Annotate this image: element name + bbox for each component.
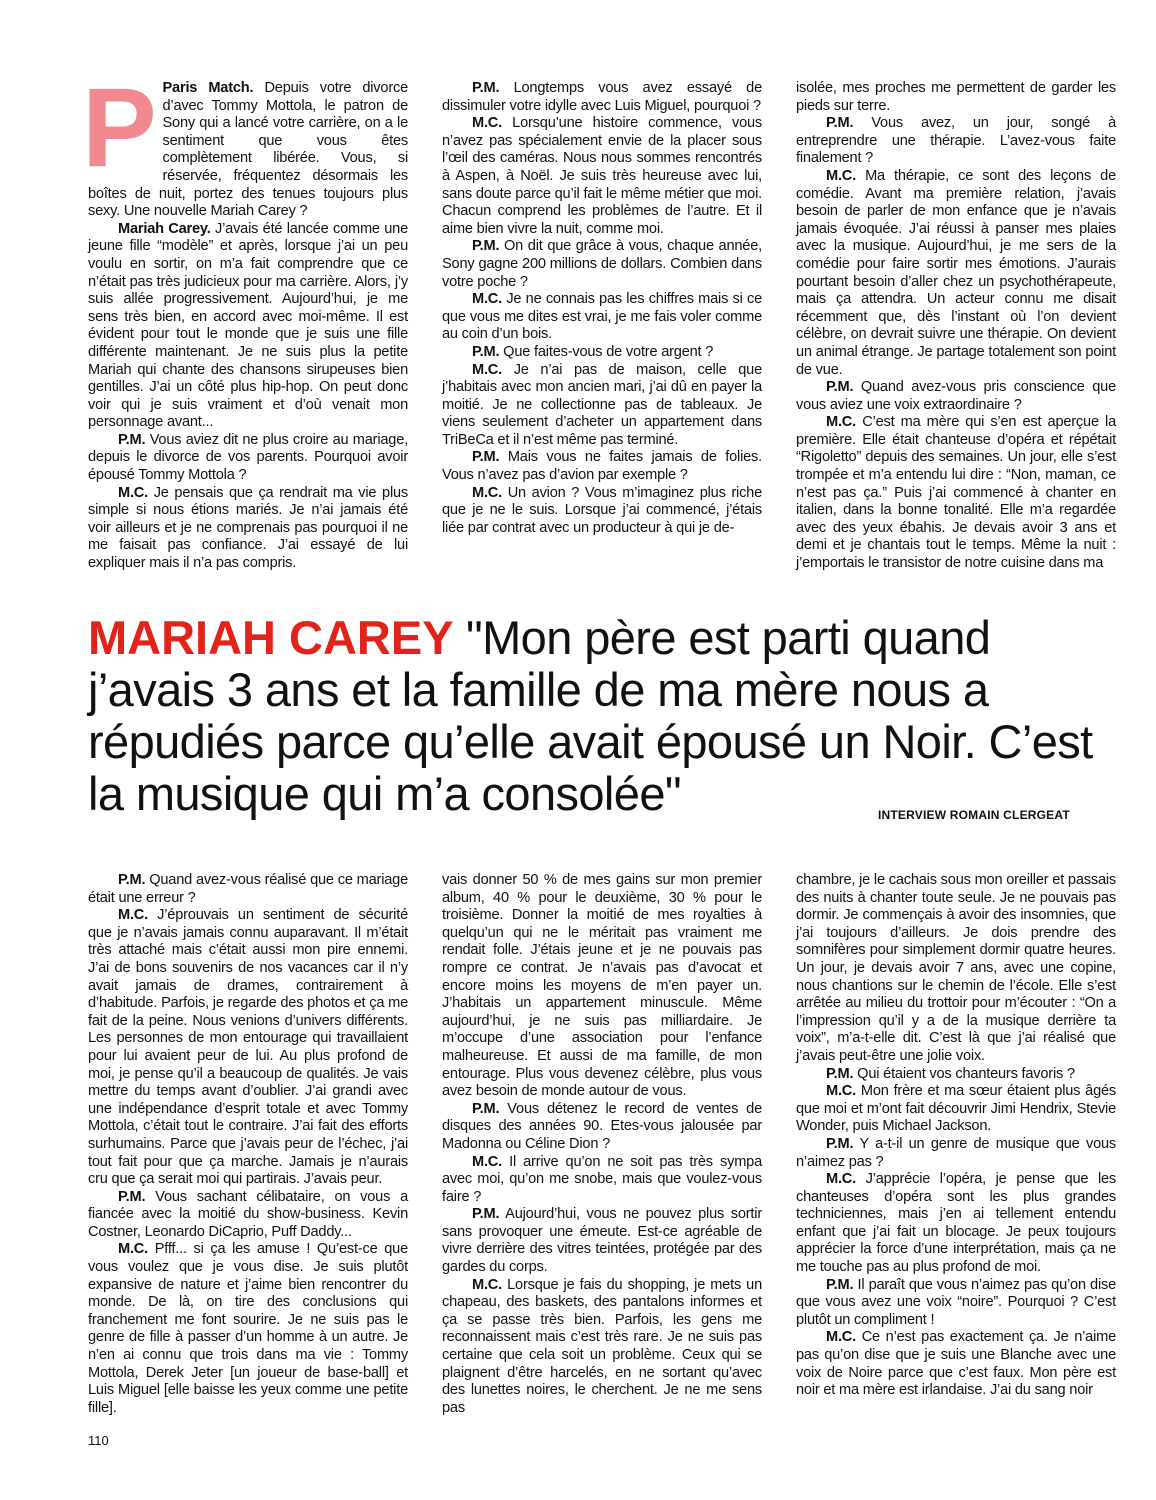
paragraph xyxy=(442,1277,762,1418)
paragraph xyxy=(796,414,1116,572)
speaker-label: P.M. xyxy=(118,872,146,888)
bottom-columns xyxy=(88,872,1116,1417)
speaker-label: M.C. xyxy=(472,1276,503,1293)
speaker-label: M.C. xyxy=(472,115,503,132)
speaker-label: P.M. xyxy=(826,1276,854,1293)
paragraph xyxy=(796,1329,1116,1399)
speaker-label: P.M. xyxy=(118,1188,146,1205)
paragraph xyxy=(442,115,762,238)
paragraph-text: Il paraît que vous n’aimez pas qu’on dise que vous avez une voix “noire”. Pourquoi ? C’est plutôt un compliment ! xyxy=(796,1276,1116,1328)
paragraph-text: Mais vous ne faites jamais de folies. Vous n’avez pas d’avion par exemple ? xyxy=(442,449,762,484)
paragraph-text: Qui étaient vos chanteurs favoris ? xyxy=(853,1065,1075,1082)
paragraph xyxy=(796,1277,1116,1330)
paragraph-text: On dit que grâce à vous, chaque année, Sony gagne 200 millions de dollars. Combien dans votre poche ? xyxy=(442,238,762,290)
column xyxy=(82,65,408,573)
speaker-label: M.C. xyxy=(118,484,149,501)
paragraph xyxy=(796,168,1116,379)
headline-name: MARIAH CAREY xyxy=(88,611,454,664)
column xyxy=(442,872,762,1417)
paragraph xyxy=(796,80,1116,115)
speaker-label: Mariah Carey. xyxy=(118,220,211,237)
paragraph-text: J’éprouvais un sentiment de sécurité que je n’avais jamais connu auparavant. Il m’était très attaché mais c’était aussi mon pire ennemi. J’ai de bons souvenirs de nos vacances car il n’y avait jamais de drames, contrairement à d’habitude. Parfois, je regarde des photos et ça me fait de la peine. Nous venions d’univers différents. Les personnes de mon entourage qui travaillaient pour lui avaient peur de lui. Au plus profond de moi, je pense qu’il a beaucoup de qualités. Je vais mettre du temps avant d’oublier. J’ai grandi avec une indépendance d’esprit totale et avec Tommy Mottola, c’était tout le contraire. J’ai fait des efforts surhumains. Parce que j’avais peur de l’échec, j’ai tout fait pour que ça marche. Jamais je n’aurais cru que ça serait moi qui partirais. J’avais peur. xyxy=(88,907,408,1188)
paragraph-text: Ce n’est pas exactement ça. Je n’aime pas qu’on dise que je suis une Blanche avec une voix de Noire parce que c’est faux. Mon père est noir et ma mère est irlandaise. J’ai du sang noir xyxy=(796,1329,1116,1399)
paragraph xyxy=(796,115,1116,168)
paragraph xyxy=(88,432,408,485)
paragraph xyxy=(442,80,762,115)
paragraph-text: Lorsque je fais du shopping, je mets un chapeau, des baskets, des pantalons informes et ça se passe très bien. Parfois, les gens me reconnaissent mais c’est très rare. Je ne suis pas certaine que cela soit un problème. Ceux qui se plaignent d’être harcelés, en ne sortant qu’avec des lunettes noires, le cherchent. Je ne me sens pas xyxy=(442,1276,762,1416)
speaker-label: M.C. xyxy=(472,361,503,378)
paragraph xyxy=(88,872,408,907)
paragraph xyxy=(442,1206,762,1276)
paragraph xyxy=(88,485,408,573)
paragraph xyxy=(442,449,762,484)
paragraph xyxy=(88,907,408,1189)
paragraph xyxy=(796,379,1116,414)
drop-cap: P xyxy=(82,65,157,190)
speaker-label: M.C. xyxy=(826,1083,857,1100)
paragraph-text: Longtemps vous avez essayé de dissimuler votre idylle avec Luis Miguel, pourquoi ? xyxy=(442,80,762,114)
paragraph xyxy=(442,238,762,291)
speaker-label: P.M. xyxy=(472,343,500,360)
top-columns xyxy=(82,65,1116,573)
speaker-label: M.C. xyxy=(472,1153,503,1170)
speaker-label: M.C. xyxy=(472,291,503,308)
speaker-label: M.C. xyxy=(826,1171,857,1188)
paragraph xyxy=(442,291,762,344)
paragraph-text: C’est ma mère qui s’en est aperçue la première. Elle était chanteuse d’opéra et répétait “Rigoletto” depuis des semaines. Un jour, elle s’est trompée et m’a entendu lui dire : “Non, maman, ce n’est pas ça.” Puis j’ai commencé à chanter en italien, dans la bonne tonalité. Elle m’a regardée avec des yeux ébahis. Je devais avoir 3 ans et demi et je chantais tout le temps. Même la nuit : j’emportais le transistor de notre cuisine dans ma xyxy=(796,414,1116,572)
paragraph xyxy=(796,1136,1116,1171)
paragraph-text: Vous aviez dit ne plus croire au mariage, depuis le divorce de vos parents. Pourquoi avoir épousé Tommy Mottola ? xyxy=(88,431,408,484)
paragraph-text: Ma thérapie, ce sont des leçons de comédie. Avant ma première relation, j’avais besoin de parler de mon enfance que je n’avais jamais évoquée. J’ai réussi à panser mes plaies avec la musique. Aujourd’hui, je me sers de la comédie pour faire sortir mes émotions. J’aurais pourtant besoin d’aller chez un psychothérapeute, mais ça attendra. Un acteur connu me disait récemment que, dès l’instant où l’on devient célèbre, on devrait suivre une thérapie. On devient un animal étrange. Je partage totalement son point de vue. xyxy=(796,167,1116,378)
paragraph-text: Pfff... si ça les amuse ! Qu’est-ce que vous voulez que je vous dise. Je suis plutôt expansive de nature et j’aime bien rencontrer du monde. De là, on tire des conclusions qui franchement me font sourire. Je ne suis pas le genre de fille à passer d’un homme à un autre. Je n’en ai connu que trois dans ma vie : Tommy Mottola, Derek Jeter [un joueur de base-ball] et Luis Miguel [elle baisse les yeux comme une petite fille]. xyxy=(88,1241,408,1416)
paragraph xyxy=(88,1189,408,1242)
paragraph-text: J’avais été lancée comme une jeune fille “modèle” et après, lorsque j’ai un peu voulu en sortir, on m’a fait comprendre que ce n’était pas très judicieux pour ma carrière. Alors, j’y suis allée progressivement. Aujourd’hui, je me sens très bien, en accord avec moi-même. Il est évident pour tout le monde que je suis une fille différente maintenant. Je ne suis plus la petite Mariah qui chante des chansons sirupeuses bien gentilles. J’ai un côté plus hip-hop. On peut donc voir qui je suis vraiment et d’où venait mon personnage avant... xyxy=(88,220,408,431)
speaker-label: P.M. xyxy=(826,1065,854,1082)
paragraph-text: Je ne connais pas les chiffres mais si ce que vous me dites est vrai, je me fais voler comme au coin d’un bois. xyxy=(442,291,762,343)
paragraph xyxy=(796,1083,1116,1136)
paragraph-text: Un avion ? Vous m’imaginez plus riche que je ne le suis. Lorsque j’ai commencé, j’étais liée par contrat avec un producteur à qui je de- xyxy=(442,484,762,536)
speaker-label: M.C. xyxy=(118,907,149,924)
byline: INTERVIEW ROMAIN CLERGEAT xyxy=(878,808,1070,822)
column xyxy=(88,872,408,1417)
paragraph xyxy=(442,1154,762,1207)
speaker-label: M.C. xyxy=(826,167,857,184)
paragraph xyxy=(442,362,762,450)
speaker-label: P.M. xyxy=(826,1135,854,1152)
column xyxy=(442,80,762,573)
paragraph xyxy=(88,221,408,432)
paragraph-text: Vous détenez le record de ventes de disques des années 90. Etes-vous jalousée par Madonna ou Céline Dion ? xyxy=(442,1100,762,1152)
paragraph-text: Depuis votre divorce d’avec Tommy Mottola, le patron de Sony qui a lancé votre carrière, on a le sentiment que vous êtes complètement libérée. Vous, si réservée, fréquentez désormais les boîtes de nuit, portez des tenues toujours plus sexy. Une nouvelle Mariah Carey ? xyxy=(88,80,408,220)
speaker-label: P.M. xyxy=(472,238,500,255)
column xyxy=(796,80,1116,573)
headline xyxy=(88,612,1118,820)
paragraph-text: Lorsqu’une histoire commence, vous n’avez pas spécialement envie de la placer sous l’œil des caméras. Nous nous sommes rencontrés à Aspen, à Noël. Je suis très heureuse avec lui, sans doute parce qu’il fait le même métier que moi. Chacun comprend les problèmes de l’autre. Et il aime bien vivre la nuit, comme moi. xyxy=(442,115,762,237)
paragraph-text: isolée, mes proches me permettent de garder les pieds sur terre. xyxy=(796,80,1116,114)
page-number: 110 xyxy=(88,1433,109,1448)
paragraph-text: Il arrive qu’on ne soit pas très sympa avec moi, qu’on me snobe, mais que voulez-vous faire ? xyxy=(442,1153,762,1205)
paragraph-text: chambre, je le cachais sous mon oreiller et passais des nuits à chanter toute seule. Je ne pouvais pas dormir. Je commençais à avoir des insomnies, que j’ai toujours d’ailleurs. Je dois prendre des somnifères pour simplement dormir quatre heures. Un jour, je devais avoir 7 ans, avec une copine, nous chantions sur le chemin de l’école. Elle s’est arrêtée au milieu du trottoir pour m’écouter : “On a l’impression qu’il y a de la musique derrière ta voix”, m’a-t-elle dit. C’est là que j’ai réalisé que j’avais peut-être une jolie voix. xyxy=(796,872,1116,1064)
speaker-label: P.M. xyxy=(826,379,854,396)
speaker-label: P.M. xyxy=(826,115,854,132)
paragraph xyxy=(442,1101,762,1154)
paragraph-text: vais donner 50 % de mes gains sur mon premier album, 40 % pour le deuxième, 30 % pour le troisième. Donner la moitié de mes royalties à quelqu’un qui ne le méritait pas vraiment me rendait folle. J’étais jeune et je ne pouvais pas rompre ce contrat. Je n’avais pas d’avocat et encore moins les moyens de m’en payer un. J’habitais un appartement minuscule. Même aujourd’hui, je ne suis pas milliardaire. Je m’occupe d’une association pour l’enfance malheureuse. Et aussi de ma famille, de mon entourage. Plus vous devenez célèbre, plus vous avez besoin de monde autour de vous. xyxy=(442,872,762,1100)
paragraph-text: J’apprécie l’opéra, je pense que les chanteuses d’opéra sont les plus grandes techniciennes, mais j’en ai tellement entendu enfant que j’ai fait un blocage. Je peux toujours apprécier la force d’une interprétation, mais ça ne me touche pas au plus profond de moi. xyxy=(796,1171,1116,1276)
speaker-label: M.C. xyxy=(826,1329,857,1346)
paragraph-text: Y a-t-il un genre de musique que vous n’aimez pas ? xyxy=(796,1135,1116,1170)
paragraph-text: Aujourd’hui, vous ne pouvez plus sortir sans provoquer une émeute. Est-ce agréable de vivre derrière des vitres teintées, protégée par des gardes du corps. xyxy=(442,1206,762,1276)
speaker-label: P.M. xyxy=(472,80,500,96)
column xyxy=(796,872,1116,1417)
speaker-label: Paris Match. xyxy=(162,80,254,96)
paragraph xyxy=(442,872,762,1101)
speaker-label: P.M. xyxy=(472,1100,500,1117)
headline-quote: "Mon père est parti quand j’avais 3 ans et la famille de ma mère nous a répudiés parce qu’elle avait épousé un Noir. C’est la musique qui m’a consolée" xyxy=(88,611,1093,820)
paragraph xyxy=(442,344,762,362)
paragraph-text: Mon frère et ma sœur étaient plus âgés que moi et m’ont fait découvrir Jimi Hendrix, Stevie Wonder, puis Michael Jackson. xyxy=(796,1083,1116,1135)
paragraph xyxy=(796,1171,1116,1277)
speaker-label: P.M. xyxy=(472,1206,500,1223)
paragraph xyxy=(442,485,762,538)
speaker-label: P.M. xyxy=(472,449,500,466)
paragraph-text: Que faites-vous de votre argent ? xyxy=(499,343,714,360)
paragraph xyxy=(796,1066,1116,1084)
speaker-label: M.C. xyxy=(118,1241,149,1258)
paragraph-text: Je n’ai pas de maison, celle que j’habitais avec mon ancien mari, j’ai dû en payer la moitié. Je ne collectionne pas de tableaux. Je viens seulement d’acheter un appartement dans TriBeCa et il n’est même pas terminé. xyxy=(442,361,762,448)
paragraph xyxy=(88,1241,408,1417)
paragraph-text: Vous sachant célibataire, on vous a fiancée avec la moitié du show-business. Kevin Costner, Leonardo DiCaprio, Puff Daddy... xyxy=(88,1188,408,1240)
paragraph-text: Je pensais que ça rendrait ma vie plus simple si nous étions mariés. Je n’ai jamais été voir ailleurs et je ne comprenais pas pourquoi il ne me faisait pas confiance. J’ai essayé de lui expliquer mais il n’a pas compris. xyxy=(88,484,408,572)
speaker-label: M.C. xyxy=(472,484,503,501)
paragraph-text: Quand avez-vous pris conscience que vous aviez une voix extraordinaire ? xyxy=(796,379,1116,413)
paragraph-text: Quand avez-vous réalisé que ce mariage était une erreur ? xyxy=(88,872,408,906)
speaker-label: M.C. xyxy=(826,414,857,431)
paragraph xyxy=(796,872,1116,1066)
paragraph-text: Vous avez, un jour, songé à entreprendre une thérapie. L’avez-vous faite finalement ? xyxy=(796,115,1116,167)
speaker-label: P.M. xyxy=(118,431,146,448)
